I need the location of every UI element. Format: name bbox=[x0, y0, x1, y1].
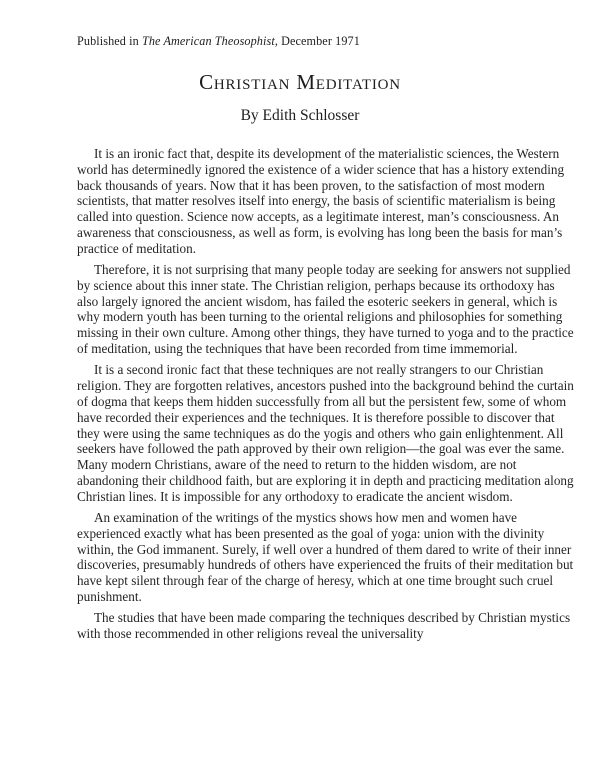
paragraph: It is a second ironic fact that these techniques are not really strangers to our Christian religion. They are forgotten relatives, ancestors pushed into the background behind the curtain of dogma that keeps them hidden successfully from all but the persistent few, some of whom have recorded their experiences and the techniques. It is therefore possible to discover that they were using the same techniques as do the yogis and others who gain enlightenment. All seekers have followed the path approved by their own religion—the goal was ever the same. Many modern Christians, aware of the need to return to the hidden wisdom, are not abandoning their childhood faith, but are exploring it in depth and practicing meditation along Christian lines. It is impossible for any orthodoxy to eradicate the ancient wisdom. bbox=[77, 362, 574, 504]
publication-date: , December 1971 bbox=[274, 34, 360, 48]
paragraph: Therefore, it is not surprising that many people today are seeking for answers not supplied by science about this inner state. The Christian religion, perhaps because its orthodoxy has also largely ignored the ancient wisdom, has failed the esoteric seekers in general, which is why modern youth has been turning to the oriental religions and philosophies for something missing in their own culture. Among other things, they have turned to yoga and to the practice of meditation, using the techniques that have been recorded from time immemorial. bbox=[77, 262, 574, 357]
byline: By Edith Schlosser bbox=[240, 107, 360, 124]
article-body bbox=[77, 146, 574, 647]
publication-line bbox=[77, 34, 360, 49]
page-title: Christian Meditation bbox=[199, 70, 401, 94]
journal-title: The American Theosophist bbox=[141, 34, 275, 48]
publication-prefix: Published in bbox=[77, 34, 142, 48]
paragraph: An examination of the writings of the mystics shows how men and women have experienced exactly what has been presented as the goal of yoga: union with the divinity within, the God immanent. Surely, if well over a hundred of them dared to write of their inner discoveries, presumably hundreds of others have experienced the fruits of their meditation but have kept silent through fear of the charge of heresy, which at one time brought such cruel punishment. bbox=[77, 510, 574, 605]
paragraph: The studies that have been made comparing the techniques described by Christian mystics with those recommended in other religions reveal the universality bbox=[77, 610, 571, 642]
paragraph: It is an ironic fact that, despite its development of the materialistic sciences, the Western world has determinedly ignored the existence of a wider science that has a history extending back thousands of years. Now that it has been proven, to the satisfaction of most modern scientists, that matter resolves itself into energy, the basis of scientific materialism is being called into question. Science now accepts, as a legitimate interest, man’s consciousness. An awareness that consciousness, as well as form, is evolving has long been the basis for man’s practice of meditation. bbox=[77, 146, 565, 256]
